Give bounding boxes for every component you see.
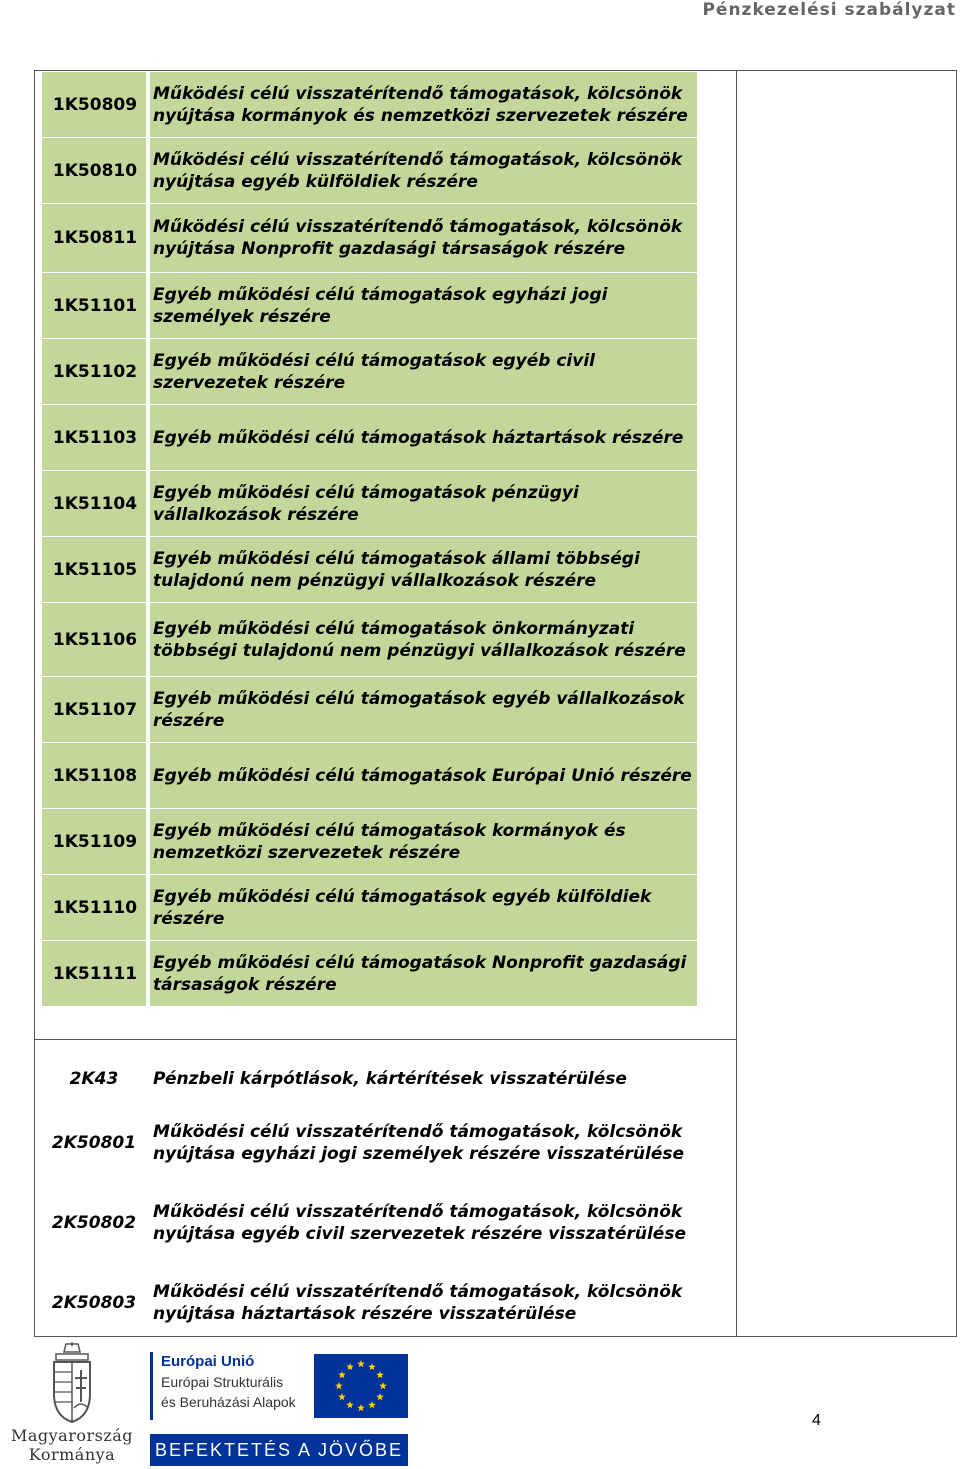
table-row (42, 405, 697, 471)
government-logo-line2: Kormánya (28, 1445, 116, 1464)
account-code: 2K50803 (51, 1293, 137, 1313)
account-code: 1K51104 (42, 471, 146, 536)
eu-logo-title: Európai Unió (161, 1353, 255, 1370)
table-row (42, 809, 697, 875)
green-rows-section (42, 72, 697, 1007)
coat-of-arms-icon (50, 1342, 94, 1424)
account-description: Egyéb működési célú támogatások önkormányzati többségi tulajdonú nem pénzügyi vállalkozások részére (150, 603, 697, 676)
table-row (42, 537, 697, 603)
account-description: Egyéb működési célú támogatások egyéb vállalkozások részére (150, 677, 697, 742)
eu-logo-subtitle-1: Európai Strukturális (161, 1374, 284, 1390)
white-rows-section (42, 1055, 697, 1343)
table-row (42, 72, 697, 138)
account-description: Egyéb működési célú támogatások egyéb civil szervezetek részére (150, 339, 697, 404)
table-row (42, 875, 697, 941)
account-code: 1K50809 (42, 72, 146, 137)
account-code: 1K50811 (42, 204, 146, 272)
account-description: Egyéb működési célú támogatások állami többségi tulajdonú nem pénzügyi vállalkozások részére (150, 537, 697, 602)
account-code: 1K51105 (42, 537, 146, 602)
account-description: Egyéb működési célú támogatások pénzügyi vállalkozások részére (150, 471, 697, 536)
eu-star-icon (346, 1363, 354, 1370)
document-header-title: Pénzkezelési szabályzat (702, 0, 956, 20)
eu-banner-slogan: BEFEKTETÉS A JÖVŐBE (150, 1434, 408, 1466)
eu-star-icon (368, 1363, 376, 1370)
eu-star-icon (357, 1404, 365, 1411)
section-divider (34, 1039, 737, 1040)
account-code: 1K50810 (42, 138, 146, 203)
account-code: 1K51108 (42, 743, 146, 808)
table-row (42, 1103, 697, 1183)
eu-flag-icon (314, 1354, 408, 1418)
account-description: Működési célú visszatérítendő támogatások, kölcsönök nyújtása Nonprofit gazdasági társaságok részére (150, 204, 697, 272)
eu-star-icon (376, 1371, 384, 1378)
column-divider (736, 70, 737, 1337)
account-code: 1K51110 (42, 875, 146, 940)
account-description: Egyéb működési célú támogatások egyházi jogi személyek részére (150, 273, 697, 338)
table-row (42, 204, 697, 273)
account-code: 1K51102 (42, 339, 146, 404)
table-row (42, 677, 697, 743)
eu-funds-logo (150, 1352, 408, 1466)
eu-logo-subtitle-2: és Beruházási Alapok (161, 1394, 296, 1410)
table-row (42, 339, 697, 405)
eu-star-icon (376, 1393, 384, 1400)
account-description: Működési célú visszatérítendő támogatások, kölcsönök nyújtása kormányok és nemzetközi szervezetek részére (150, 72, 697, 137)
account-code: 1K51103 (42, 405, 146, 470)
account-description: Működési célú visszatérítendő támogatások, kölcsönök nyújtása egyéb civil szervezetek részére visszatérülése (153, 1202, 686, 1244)
table-row (42, 138, 697, 204)
eu-star-icon (357, 1360, 365, 1367)
account-code: 2K43 (69, 1069, 119, 1089)
table-row (42, 273, 697, 339)
eu-logo-text (150, 1352, 310, 1420)
account-description: Pénzbeli kárpótlások, kártérítések visszatérülése (153, 1069, 627, 1089)
eu-star-icon (368, 1401, 376, 1408)
table-row (42, 1263, 697, 1343)
table-row (42, 1055, 697, 1103)
account-code: 1K51111 (42, 941, 146, 1006)
government-logo-line1: Magyarország (10, 1426, 134, 1445)
account-code: 1K51101 (42, 273, 146, 338)
table-row (42, 743, 697, 809)
account-description: Egyéb működési célú támogatások háztartások részére (150, 405, 697, 470)
account-code: 1K51106 (42, 603, 146, 676)
account-description: Működési célú visszatérítendő támogatások, kölcsönök nyújtása háztartások részére visszatérülése (153, 1282, 683, 1324)
account-code: 2K50801 (51, 1133, 137, 1153)
account-description: Működési célú visszatérítendő támogatások, kölcsönök nyújtása egyházi jogi személyek részére visszatérülése (153, 1122, 685, 1164)
account-code: 2K50802 (51, 1213, 137, 1233)
page-number: 4 (812, 1412, 821, 1429)
table-row (42, 1183, 697, 1263)
account-description: Egyéb működési célú támogatások egyéb külföldiek részére (150, 875, 697, 940)
table-row (42, 603, 697, 677)
eu-star-icon (379, 1382, 387, 1389)
eu-star-icon (335, 1382, 343, 1389)
account-code: 1K51107 (42, 677, 146, 742)
account-code: 1K51109 (42, 809, 146, 874)
account-description: Működési célú visszatérítendő támogatások, kölcsönök nyújtása egyéb külföldiek részére (150, 138, 697, 203)
table-row (42, 471, 697, 537)
eu-star-icon (346, 1401, 354, 1408)
eu-star-icon (338, 1371, 346, 1378)
hungarian-government-logo (4, 1340, 140, 1466)
eu-star-icon (338, 1393, 346, 1400)
account-description: Egyéb működési célú támogatások Nonprofit gazdasági társaságok részére (150, 941, 697, 1006)
account-description: Egyéb működési célú támogatások kormányok és nemzetközi szervezetek részére (150, 809, 697, 874)
table-row (42, 941, 697, 1007)
account-description: Egyéb működési célú támogatások Európai Unió részére (150, 743, 697, 808)
